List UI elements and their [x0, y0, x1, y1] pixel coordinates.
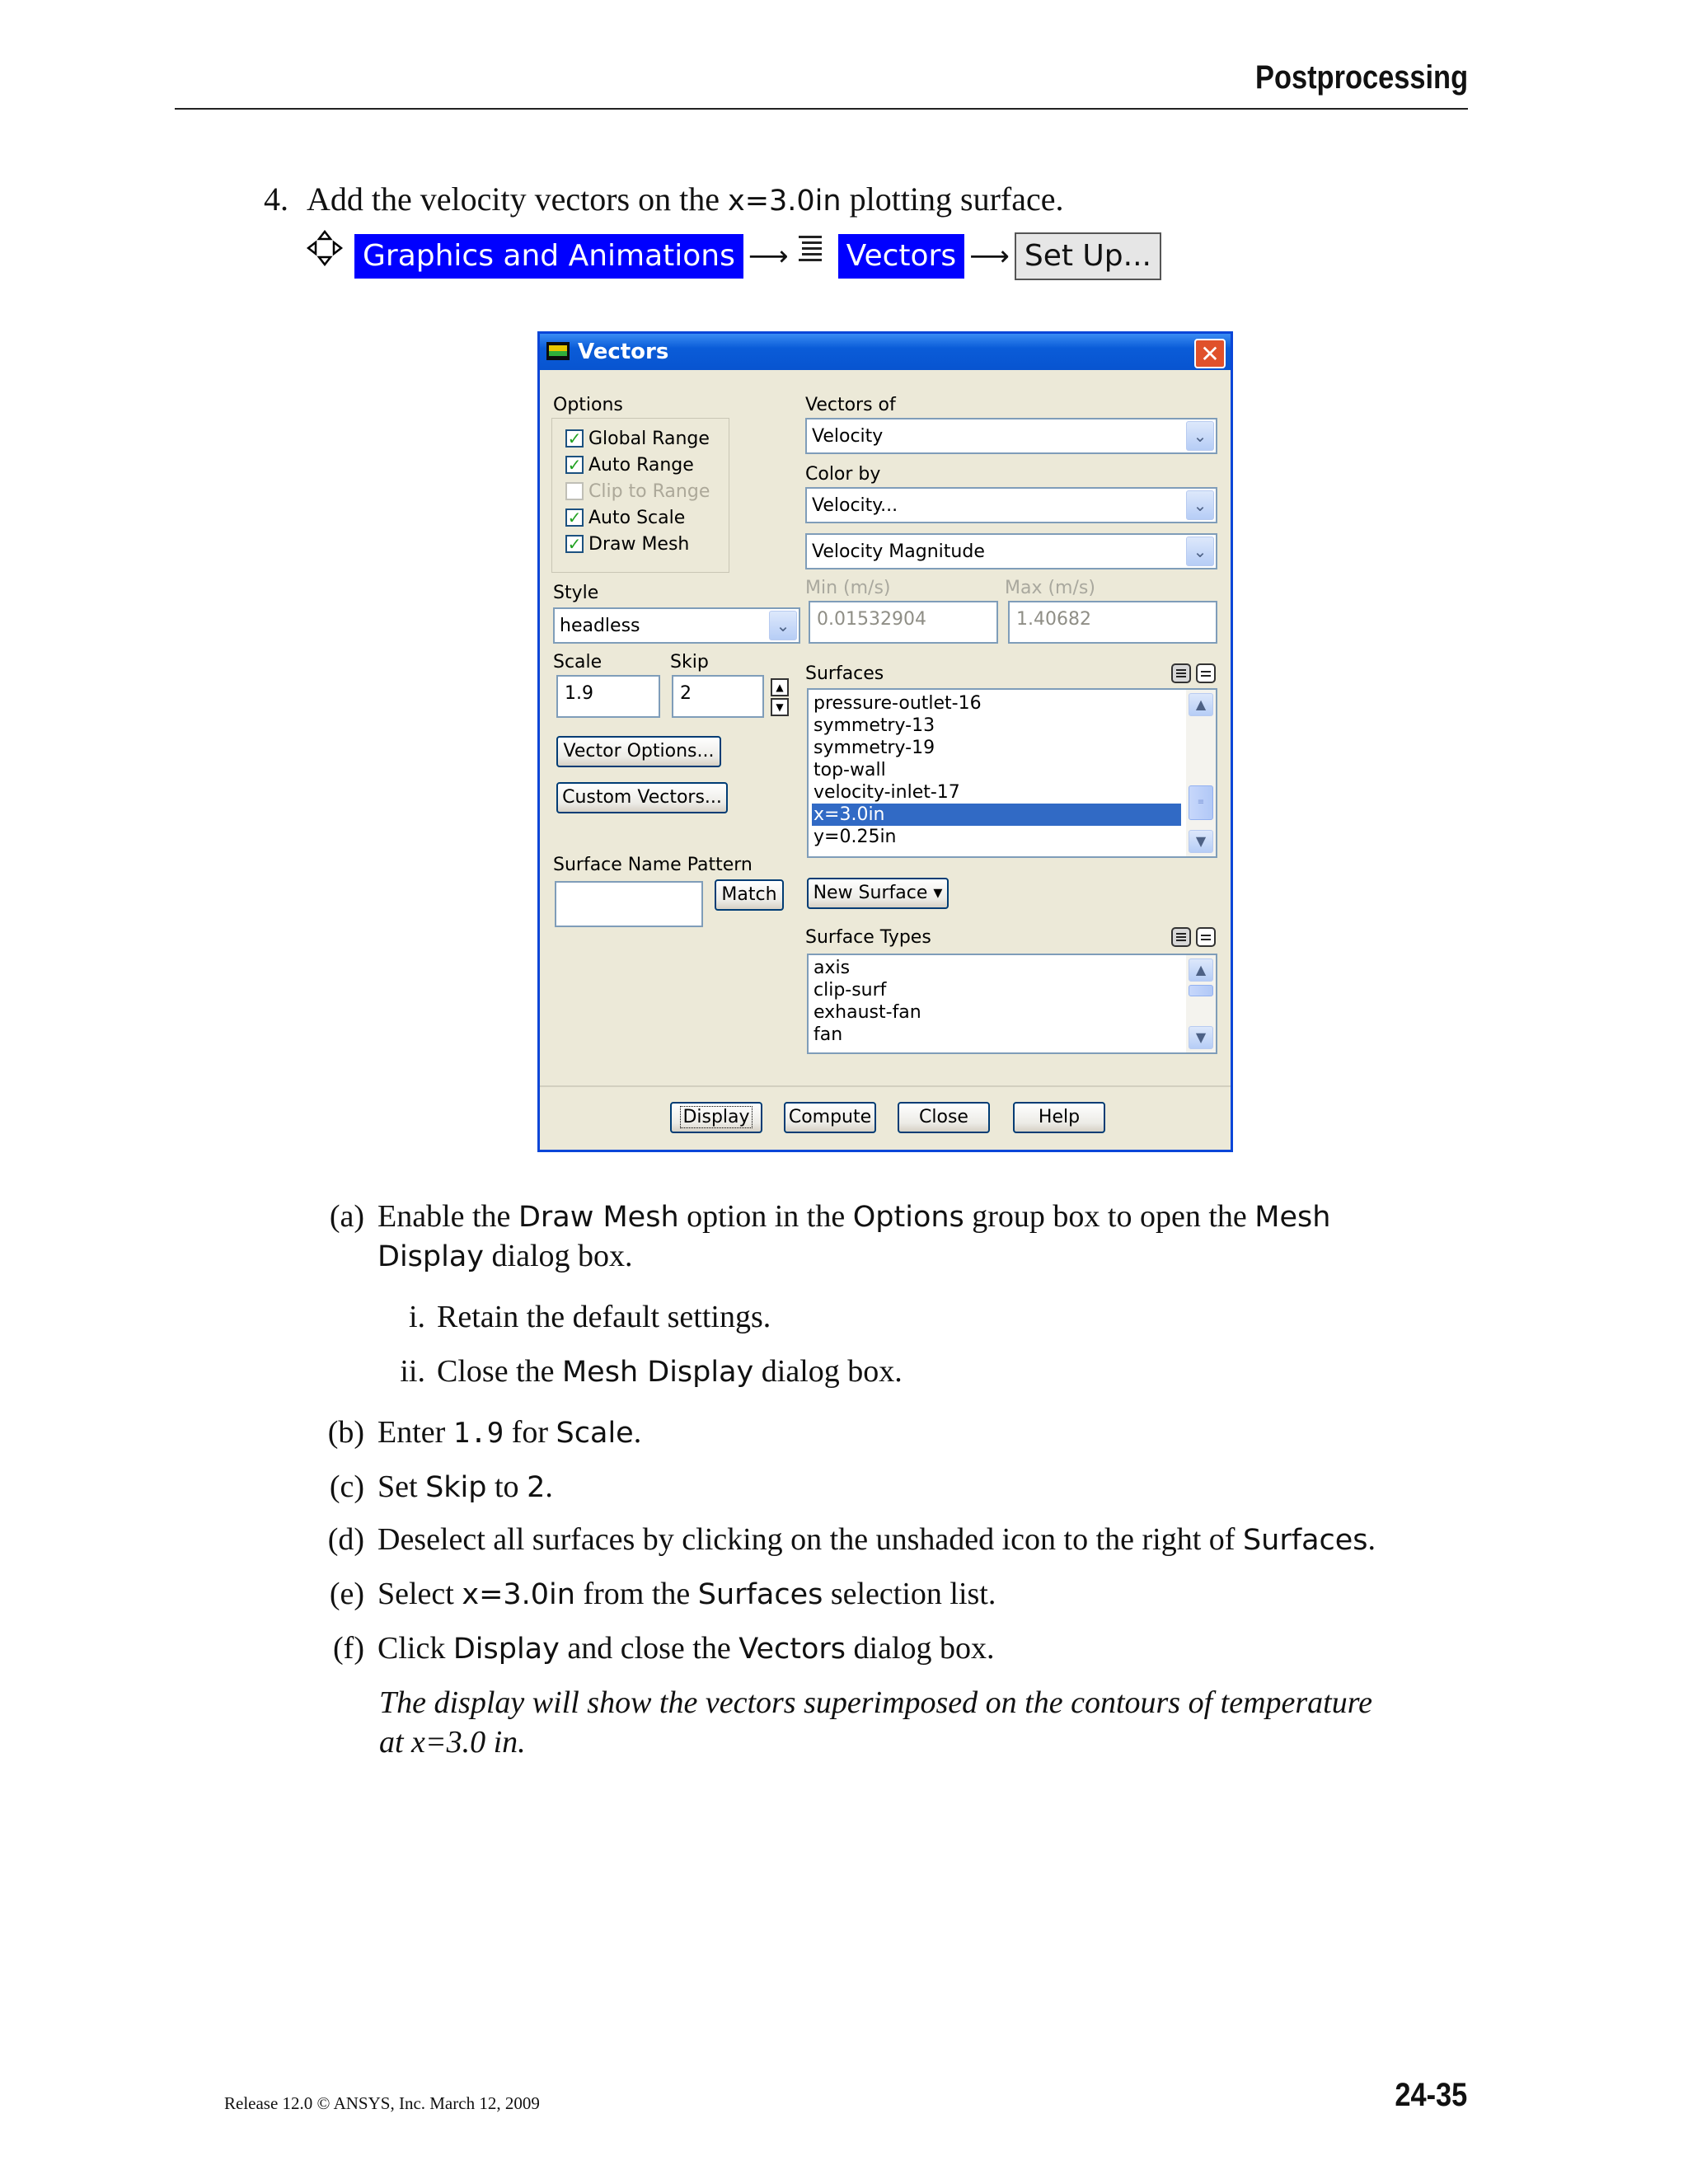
- max-value-field: 1.40682: [1008, 601, 1217, 644]
- checkbox-box[interactable]: ✓: [565, 456, 584, 474]
- dropdown-arrow-icon: ▾: [927, 883, 943, 903]
- step-text: Add the velocity vectors on the x=3.0in plotting surface.: [307, 180, 1064, 218]
- max-label: Max (m/s): [1005, 578, 1095, 598]
- list-item[interactable]: axis: [814, 958, 851, 978]
- note-line-2: at x=3.0 in.: [379, 1725, 526, 1760]
- list-item-selected[interactable]: x=3.0in: [812, 804, 1181, 826]
- instruction-b: (b) Enter 1.9 for Scale.: [327, 1415, 642, 1450]
- surface-name-pattern-input[interactable]: [555, 881, 703, 927]
- ribbon-navigation-icon: [307, 230, 343, 266]
- instruction-a-i: i. Retain the default settings.: [408, 1300, 771, 1334]
- nav-graphics-and-animations[interactable]: Graphics and Animations: [354, 234, 743, 279]
- dialog-titlebar: [540, 334, 1231, 370]
- close-button[interactable]: Close: [898, 1102, 990, 1133]
- list-item[interactable]: symmetry-13: [814, 715, 935, 736]
- step-number: 4.: [264, 180, 288, 218]
- checkbox-box: [565, 482, 584, 500]
- checkbox-global-range[interactable]: ✓ Global Range: [565, 427, 710, 450]
- deselect-all-surface-types-icon[interactable]: [1196, 927, 1216, 947]
- options-label: Options: [553, 395, 623, 415]
- chevron-down-icon[interactable]: ⌄: [1186, 537, 1214, 566]
- scroll-up-icon[interactable]: ▲: [1189, 958, 1213, 982]
- compute-button[interactable]: Compute: [784, 1102, 876, 1133]
- color-by-dropdown[interactable]: Velocity... ⌄: [805, 487, 1217, 523]
- checkbox-box[interactable]: ✓: [565, 509, 584, 527]
- list-item[interactable]: clip-surf: [814, 980, 887, 1001]
- vectors-of-dropdown[interactable]: Velocity ⌄: [805, 418, 1217, 454]
- style-label: Style: [553, 583, 599, 603]
- vectors-dialog: [537, 331, 1233, 1152]
- scale-label: Scale: [553, 652, 603, 673]
- scroll-up-icon[interactable]: ▲: [1189, 693, 1213, 716]
- color-by-label: Color by: [805, 464, 881, 485]
- list-item[interactable]: y=0.25in: [814, 827, 897, 847]
- fluent-app-icon: [546, 342, 570, 360]
- navigation-path: [307, 232, 1161, 280]
- min-value-field: 0.01532904: [809, 601, 998, 644]
- vectors-of-label: Vectors of: [805, 395, 896, 415]
- surface-types-label: Surface Types: [805, 927, 931, 948]
- list-item[interactable]: pressure-outlet-16: [814, 693, 982, 714]
- arrow-2: ⟶: [969, 240, 1010, 273]
- tree-list-icon: [797, 234, 825, 265]
- instruction-c: (c) Set Skip to 2.: [329, 1469, 553, 1504]
- scroll-thumb[interactable]: [1189, 985, 1213, 996]
- options-group: [551, 418, 729, 573]
- checkbox-auto-scale[interactable]: ✓ Auto Scale: [565, 506, 685, 529]
- help-button[interactable]: Help: [1013, 1102, 1105, 1133]
- list-item[interactable]: top-wall: [814, 760, 886, 780]
- chevron-down-icon[interactable]: ⌄: [769, 611, 797, 640]
- surface-name-pattern-label: Surface Name Pattern: [553, 855, 753, 875]
- skip-input[interactable]: 2: [672, 675, 764, 718]
- deselect-all-surfaces-icon[interactable]: [1196, 663, 1216, 683]
- chevron-down-icon[interactable]: ⌄: [1186, 421, 1214, 451]
- instruction-f: (f) Click Display and close the Vectors dialog box.: [333, 1631, 995, 1666]
- instruction-a-ii: ii. Close the Mesh Display dialog box.: [400, 1354, 903, 1389]
- header-rule: [175, 108, 1468, 110]
- display-button[interactable]: Display: [670, 1102, 762, 1133]
- match-button[interactable]: Match: [715, 879, 784, 911]
- section-title: Postprocessing: [1254, 59, 1468, 96]
- surfaces-list[interactable]: [807, 688, 1217, 858]
- custom-vectors-button[interactable]: Custom Vectors...: [556, 782, 728, 813]
- dialog-title: Vectors: [578, 340, 669, 364]
- list-item[interactable]: exhaust-fan: [814, 1002, 921, 1023]
- scroll-down-icon[interactable]: ▼: [1189, 830, 1213, 853]
- style-dropdown[interactable]: headless ⌄: [553, 607, 800, 644]
- list-item[interactable]: fan: [814, 1024, 843, 1045]
- skip-label: Skip: [670, 652, 709, 673]
- checkbox-box[interactable]: ✓: [565, 429, 584, 448]
- instruction-a-line2: Display dialog box.: [377, 1239, 633, 1273]
- note-line-1: The display will show the vectors superimposed on the contours of temperature: [379, 1685, 1372, 1720]
- checkbox-auto-range[interactable]: ✓ Auto Range: [565, 453, 694, 476]
- new-surface-button[interactable]: New Surface ▾: [807, 878, 949, 909]
- surfaces-label: Surfaces: [805, 663, 884, 684]
- instruction-e: (e) Select x=3.0in from the Surfaces selection list.: [329, 1577, 996, 1611]
- surface-types-scrollbar[interactable]: [1186, 955, 1216, 1052]
- scale-input[interactable]: 1.9: [556, 675, 660, 718]
- checkbox-clip-to-range: Clip to Range: [565, 480, 710, 503]
- spin-down-icon[interactable]: ▼: [771, 698, 789, 716]
- page-number: 24-35: [1395, 2077, 1467, 2113]
- surface-types-list[interactable]: [807, 954, 1217, 1054]
- select-all-surfaces-icon[interactable]: [1171, 663, 1191, 683]
- instruction-a: (a) Enable the Draw Mesh option in the Options group box to open the Mesh: [329, 1199, 1331, 1234]
- set-up-button[interactable]: Set Up...: [1015, 232, 1161, 280]
- scroll-thumb[interactable]: ≡: [1189, 785, 1213, 820]
- list-item[interactable]: velocity-inlet-17: [814, 782, 960, 803]
- vector-options-button[interactable]: Vector Options...: [556, 736, 721, 767]
- surface-name: x=3.0in: [727, 185, 842, 218]
- scroll-down-icon[interactable]: ▼: [1189, 1026, 1213, 1049]
- min-label: Min (m/s): [805, 578, 891, 598]
- instruction-d: (d) Deselect all surfaces by clicking on the unshaded icon to the right of Surfaces.: [327, 1522, 1376, 1557]
- color-by-quantity-dropdown[interactable]: Velocity Magnitude ⌄: [805, 533, 1217, 569]
- footer-separator: [540, 1085, 1231, 1087]
- arrow-1: ⟶: [748, 240, 789, 273]
- spin-up-icon[interactable]: ▲: [771, 678, 789, 696]
- nav-vectors[interactable]: Vectors: [838, 234, 964, 279]
- select-all-surface-types-icon[interactable]: [1171, 927, 1191, 947]
- chevron-down-icon[interactable]: ⌄: [1186, 490, 1214, 520]
- close-icon[interactable]: ✕: [1194, 339, 1226, 368]
- list-item[interactable]: symmetry-19: [814, 738, 935, 758]
- surfaces-scrollbar[interactable]: [1186, 690, 1216, 856]
- release-footer: Release 12.0 © ANSYS, Inc. March 12, 2009: [224, 2093, 540, 2113]
- checkbox-box[interactable]: ✓: [565, 535, 584, 553]
- checkbox-draw-mesh[interactable]: ✓ Draw Mesh: [565, 532, 689, 555]
